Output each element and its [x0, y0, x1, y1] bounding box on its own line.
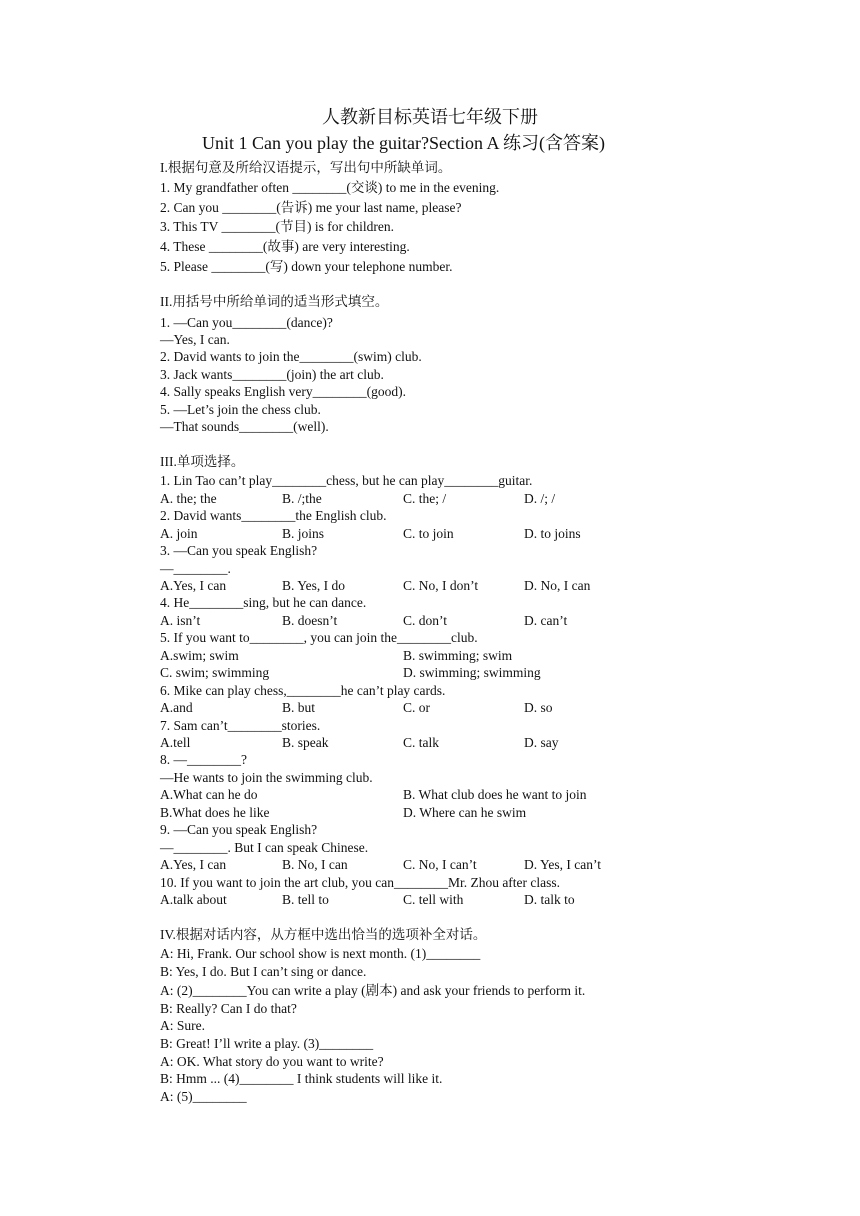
dialogue-line: A: (5)________: [160, 1089, 247, 1104]
option: B. tell to: [282, 892, 329, 907]
section-1-item: 4. These ________(故事) are very interesting.: [160, 239, 410, 254]
section-3-heading: III.单项选择。: [160, 454, 245, 469]
option: B. joins: [282, 526, 325, 541]
option: A.Yes, I can: [160, 578, 227, 593]
option: C. or: [403, 700, 430, 715]
option: D. Yes, I can’t: [524, 857, 601, 872]
option: D. talk to: [524, 892, 575, 907]
option: B. but: [282, 700, 316, 715]
question-stem: 7. Sam can’t________stories.: [160, 718, 321, 733]
section-2-line: 2. David wants to join the________(swim) club.: [160, 349, 422, 364]
dialogue-line: A: Sure.: [160, 1018, 205, 1033]
option: C. No, I don’t: [403, 578, 479, 593]
option: A.swim; swim: [160, 648, 239, 663]
option: B. /;the: [282, 491, 322, 506]
option: D. so: [524, 700, 553, 715]
question-stem: 5. If you want to________, you can join the________club.: [160, 630, 478, 645]
dialogue-line: B: Hmm ... (4)________ I think students will like it.: [160, 1071, 443, 1086]
option: C. don’t: [403, 613, 448, 628]
option: B. swimming; swim: [403, 648, 513, 663]
dialogue-line: A: Hi, Frank. Our school show is next month. (1)________: [160, 946, 481, 961]
option: A.tell: [160, 735, 191, 750]
question-stem: 4. He________sing, but he can dance.: [160, 595, 367, 610]
option: D. to joins: [524, 526, 581, 541]
section-2-line: —That sounds________(well).: [160, 419, 329, 434]
question-stem: —________.: [160, 561, 231, 576]
question-stem: 10. If you want to join the art club, you can________Mr. Zhou after class.: [160, 875, 561, 890]
document-title: 人教新目标英语七年级下册: [322, 107, 538, 127]
option: D. Where can he swim: [403, 805, 527, 820]
section-2-line: —Yes, I can.: [160, 332, 230, 347]
option: B. doesn’t: [282, 613, 338, 628]
document-subtitle: Unit 1 Can you play the guitar?Section A 练习(含答案): [202, 133, 605, 153]
question-stem: 2. David wants________the English club.: [160, 508, 387, 523]
section-1-item: 5. Please ________(写) down your telephone number.: [160, 259, 453, 274]
option: A. join: [160, 526, 198, 541]
section-2-line: 3. Jack wants________(join) the art club.: [160, 367, 384, 382]
option: C. swim; swimming: [160, 665, 270, 680]
option: C. the; /: [403, 491, 447, 506]
question-stem: 9. —Can you speak English?: [160, 822, 318, 837]
option: B.What does he like: [160, 805, 270, 820]
section-1-heading: I.根据句意及所给汉语提示，写出句中所缺单词。: [160, 160, 452, 175]
option: A. isn’t: [160, 613, 201, 628]
question-stem: 8. —________?: [160, 752, 247, 767]
option: D. No, I can: [524, 578, 591, 593]
dialogue-line: A: (2)________You can write a play (剧本) and ask your friends to perform it.: [160, 983, 586, 998]
option: B. No, I can: [282, 857, 348, 872]
option: C. No, I can’t: [403, 857, 477, 872]
option: D. can’t: [524, 613, 568, 628]
section-1-item: 3. This TV ________(节目) is for children.: [160, 219, 394, 234]
option: A.Yes, I can: [160, 857, 227, 872]
question-stem: —He wants to join the swimming club.: [160, 770, 373, 785]
section-4-heading: IV.根据对话内容，从方框中选出恰当的选项补全对话。: [160, 927, 487, 942]
option: D. /; /: [524, 491, 556, 506]
option: A.talk about: [160, 892, 227, 907]
section-2-line: 5. —Let’s join the chess club.: [160, 402, 321, 417]
section-2-heading: II.用括号中所给单词的适当形式填空。: [160, 294, 389, 309]
question-stem: —________. But I can speak Chinese.: [160, 840, 369, 855]
question-stem: 3. —Can you speak English?: [160, 543, 318, 558]
option: A.What can he do: [160, 787, 258, 802]
option: C. tell with: [403, 892, 464, 907]
question-stem: 6. Mike can play chess,________he can’t play cards.: [160, 683, 446, 698]
dialogue-line: B: Really? Can I do that?: [160, 1001, 297, 1016]
option: C. talk: [403, 735, 439, 750]
option: D. swimming; swimming: [403, 665, 541, 680]
option: B. Yes, I do: [282, 578, 346, 593]
option: C. to join: [403, 526, 454, 541]
dialogue-line: B: Great! I’ll write a play. (3)________: [160, 1036, 374, 1051]
option: B. speak: [282, 735, 329, 750]
section-2-line: 4. Sally speaks English very________(good).: [160, 384, 406, 399]
option: D. say: [524, 735, 559, 750]
dialogue-line: B: Yes, I do. But I can’t sing or dance.: [160, 964, 367, 979]
option: B. What club does he want to join: [403, 787, 587, 802]
section-1-item: 1. My grandfather often ________(交谈) to me in the evening.: [160, 180, 500, 195]
option: A. the; the: [160, 491, 217, 506]
section-1-item: 2. Can you ________(告诉) me your last name, please?: [160, 200, 462, 215]
option: A.and: [160, 700, 193, 715]
question-stem: 1. Lin Tao can’t play________chess, but he can play________guitar.: [160, 473, 533, 488]
section-2-line: 1. —Can you________(dance)?: [160, 315, 333, 330]
dialogue-line: A: OK. What story do you want to write?: [160, 1054, 384, 1069]
